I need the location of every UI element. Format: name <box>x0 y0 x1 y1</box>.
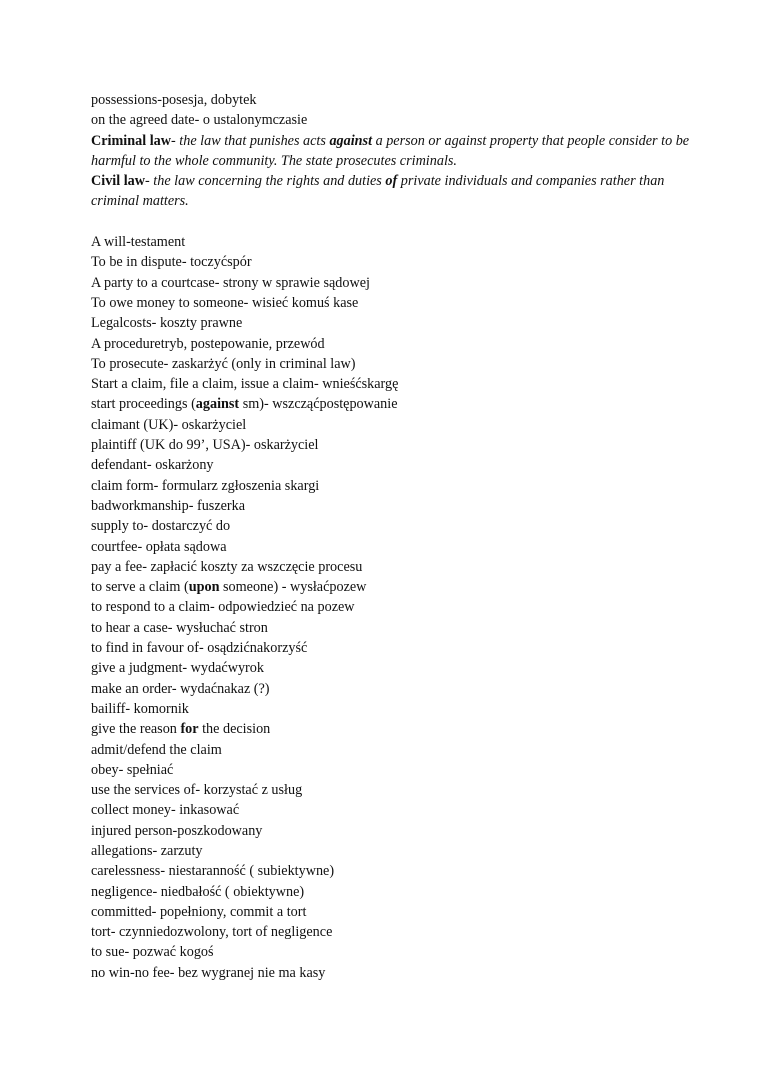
vocab-line: To owe money to someone- wisieć komuś kase <box>91 294 359 311</box>
vocab-line: no win-no fee- bez wygranej nie ma kasy <box>91 964 326 981</box>
vocab-line: pay a fee- zapłacić koszty za wszczęcie procesu <box>91 558 363 575</box>
vocab-line: allegations- zarzuty <box>91 842 203 859</box>
vocab-line: tort- czynniedozwolony, tort of negligence <box>91 924 333 941</box>
header-line: on the agreed date- o ustalonymczasie <box>91 112 308 129</box>
document-page <box>91 90 691 983</box>
vocab-line: defendant- oskarżony <box>91 457 214 474</box>
vocab-emphasis: upon <box>188 579 220 596</box>
vocab-line <box>91 719 691 739</box>
vocab-line: plaintiff (UK do 99’, USA)- oskarżyciel <box>91 437 319 454</box>
vocab-line <box>91 394 691 414</box>
vocab-line: committed- popełniony, commit a tort <box>91 903 307 920</box>
vocab-line: claimant (UK)- oskarżyciel <box>91 416 247 433</box>
vocab-line: To prosecute- zaskarżyć (only in criminal law) <box>91 355 356 372</box>
vocab-line: A will-testament <box>91 234 186 251</box>
definition-text: a person or against property that people consider to be harmful to the whole community. The state prosecutes criminals. <box>91 132 690 169</box>
vocab-line: use the services of- korzystać z usług <box>91 782 303 799</box>
definition-emphasis: of <box>385 173 398 190</box>
vocabulary-list <box>91 232 691 983</box>
vocab-line: negligence- niedbałość ( obiektywne) <box>91 883 305 900</box>
vocab-emphasis: for <box>180 721 199 738</box>
vocab-line: to find in favour of- osądzićnakorzyść <box>91 640 308 657</box>
definition-sep: - <box>171 132 180 149</box>
definition-text: private individuals and companies rather than criminal matters. <box>91 173 665 210</box>
vocab-line: A party to a courtcase- strony w sprawie sądowej <box>91 274 370 291</box>
vocab-text: the decision <box>198 721 271 738</box>
definition-text: the law concerning the rights and duties <box>153 173 386 190</box>
vocab-line: To be in dispute- toczyćspór <box>91 254 252 271</box>
definition-civil-law <box>91 171 691 212</box>
definition-criminal-law <box>91 131 691 172</box>
vocab-line: injured person-poszkodowany <box>91 822 263 839</box>
definition-emphasis: against <box>329 132 373 149</box>
vocab-line: collect money- inkasować <box>91 802 240 819</box>
vocab-line: bailiff- komornik <box>91 700 189 717</box>
vocab-line: to sue- pozwać kogoś <box>91 944 214 961</box>
term-civil-law: Civil law <box>91 173 145 190</box>
vocab-line: claim form- formularz zgłoszenia skargi <box>91 477 320 494</box>
term-criminal-law: Criminal law <box>91 132 171 149</box>
vocab-text: sm)- wszcząćpostępowanie <box>239 396 398 413</box>
definition-text: the law that punishes acts <box>179 132 330 149</box>
vocab-line: to respond to a claim- odpowiedzieć na pozew <box>91 599 355 616</box>
header-line: possessions-posesja, dobytek <box>91 92 257 108</box>
vocab-line: admit/defend the claim <box>91 741 222 758</box>
vocab-text: give the reason <box>91 721 181 738</box>
vocab-line: Start a claim, file a claim, issue a claim- wnieśćskargę <box>91 376 399 393</box>
vocab-line <box>91 577 691 597</box>
vocab-emphasis: against <box>195 396 240 413</box>
spacer <box>91 212 691 232</box>
vocab-line: supply to- dostarczyć do <box>91 518 231 535</box>
vocab-line: Legalcosts- koszty prawne <box>91 315 243 332</box>
definition-sep: - <box>145 173 154 190</box>
vocab-line: to hear a case- wysłuchać stron <box>91 619 268 636</box>
vocab-line: make an order- wydaćnakaz (?) <box>91 680 270 697</box>
vocab-line: A proceduretryb, postepowanie, przewód <box>91 335 325 352</box>
vocab-line: obey- spełniać <box>91 761 174 778</box>
vocab-text: start proceedings ( <box>91 396 196 413</box>
vocab-line: courtfee- opłata sądowa <box>91 538 227 555</box>
vocab-text: someone) - wysłaćpozew <box>219 579 367 596</box>
vocab-text: to serve a claim ( <box>91 579 189 596</box>
vocab-line: badworkmanship- fuszerka <box>91 497 246 514</box>
vocab-line: carelessness- niestaranność ( subiektywne) <box>91 863 335 880</box>
vocab-line: give a judgment- wydaćwyrok <box>91 660 264 677</box>
